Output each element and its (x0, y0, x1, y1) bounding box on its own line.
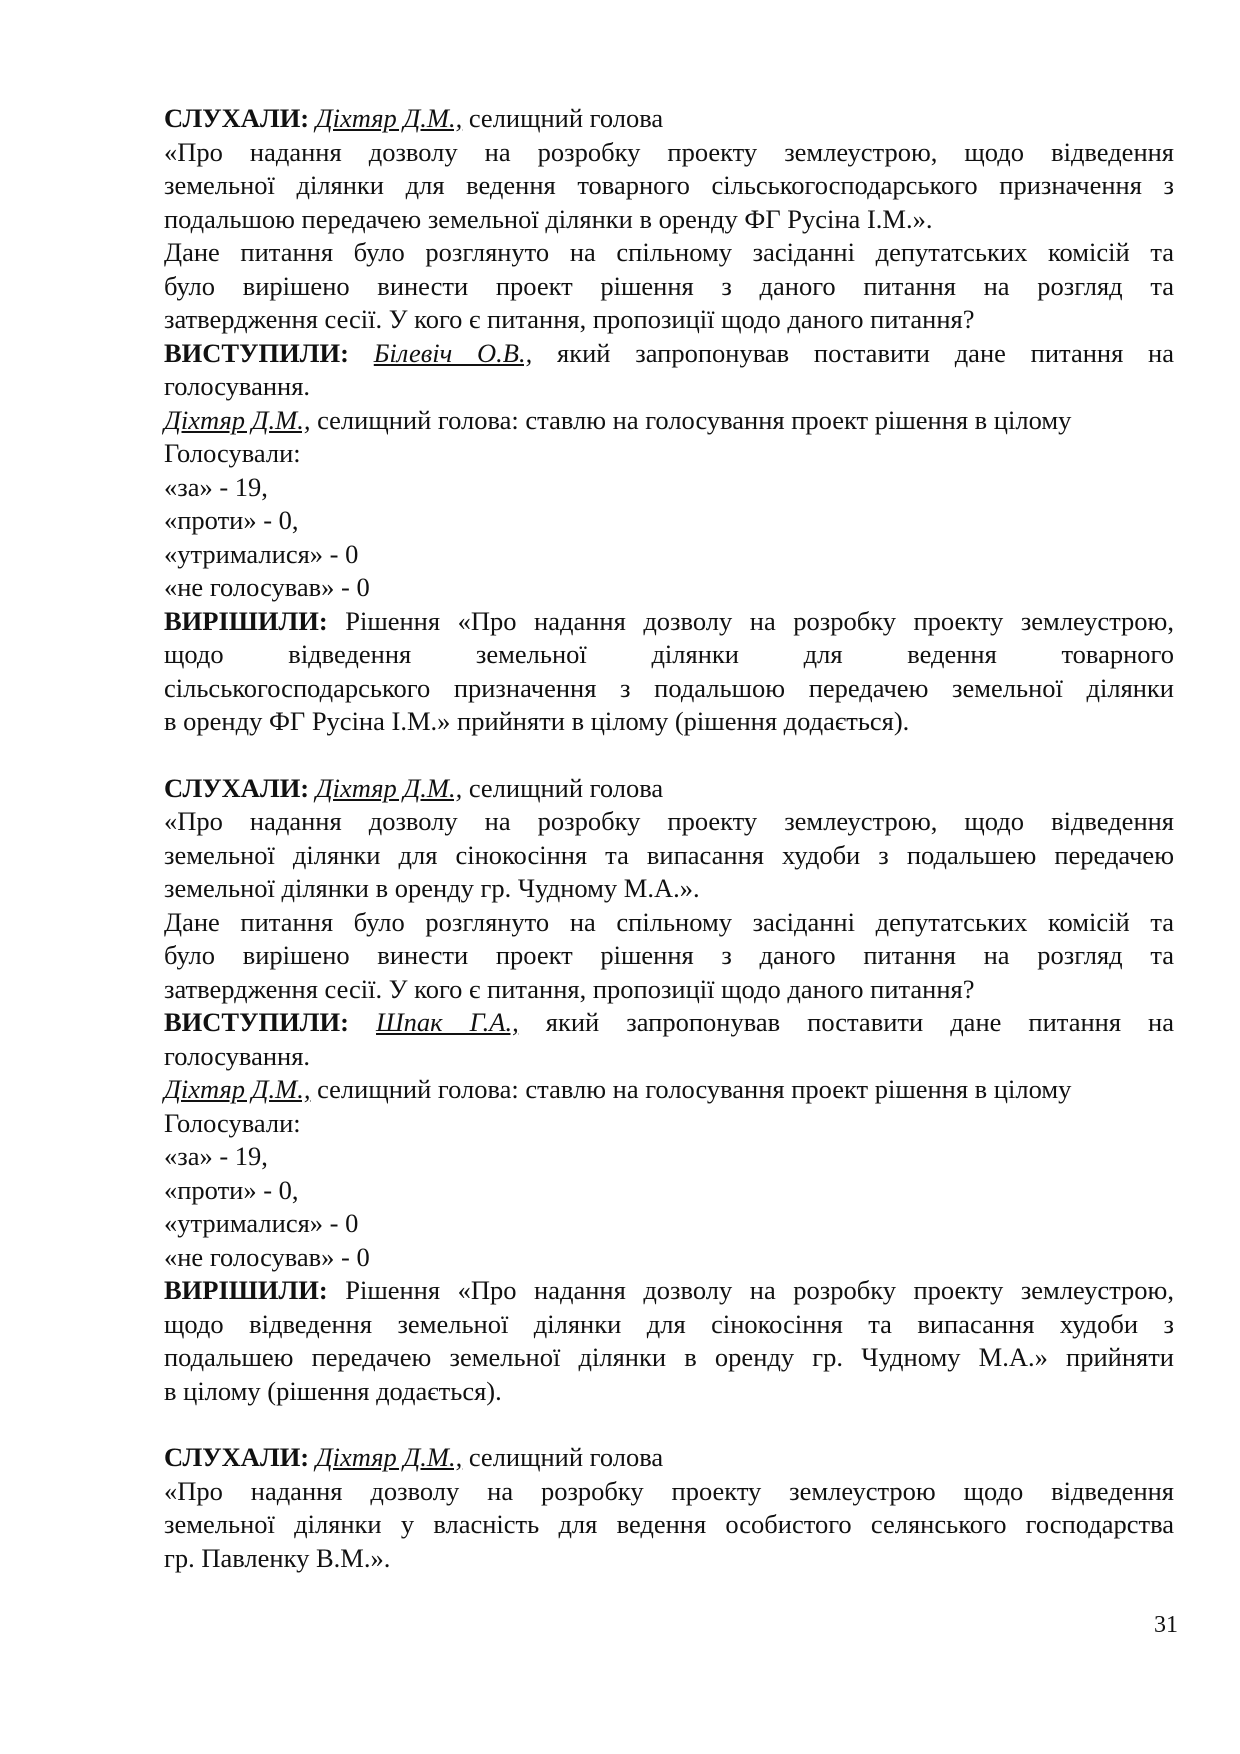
heard-label: СЛУХАЛИ: (164, 1442, 310, 1472)
spoke-text: який запропонував поставити дане питання на (518, 1007, 1174, 1037)
vote-not-voted: «не голосував» - 0 (164, 1241, 370, 1272)
voted-label: Голосували: (164, 1107, 301, 1138)
speaker-name: Шпак Г.А., (376, 1007, 519, 1037)
decided-label: ВИРІШИЛИ: (164, 605, 328, 636)
chair-line (164, 404, 1174, 438)
heard-label: СЛУХАЛИ: (164, 103, 310, 133)
topic-line: «Про надання дозволу на розробку проекту землеустрою щодо відведення (164, 1475, 1174, 1506)
speaker-name: Діхтяр Д.М., (164, 1074, 311, 1104)
speaker-role: селищний голова (462, 772, 664, 803)
vote-results (164, 1107, 1174, 1275)
discussion-line: затвердження сесії. У кого є питання, пропозиції щодо даного питання? (164, 973, 975, 1004)
agenda-item-1 (164, 102, 1174, 739)
page-number: 31 (1154, 1612, 1178, 1638)
decided-line: сільськогосподарського призначення з подальшою передачею земельної ділянки (164, 672, 1174, 703)
topic-line: земельної ділянки в оренду гр. Чудному М.А.». (164, 873, 700, 903)
speaker-name: Діхтяр Д.М., (315, 103, 463, 133)
speaker-name: Білевіч О.В., (373, 337, 533, 368)
spoke-label: ВИСТУПИЛИ: (164, 337, 349, 368)
agenda-item-2 (164, 772, 1174, 1409)
decided-line (164, 605, 1174, 639)
vote-against: «проти» - 0, (164, 1174, 299, 1205)
document-body (164, 102, 1174, 1575)
decided-text: Рішення «Про надання дозволу на розробку проекту землеустрою, (327, 605, 1174, 636)
spoke-line-cont: голосування. (164, 371, 311, 401)
spoke-label: ВИСТУПИЛИ: (164, 1007, 349, 1037)
heard-label: СЛУХАЛИ: (164, 772, 310, 803)
decided-text: Рішення «Про надання дозволу на розробку проекту землеустрою, (327, 1275, 1174, 1305)
decided-line: щодо відведення земельної ділянки для сінокосіння та випасання худоби з (164, 1308, 1174, 1339)
vote-abstained: «утрималися» - 0 (164, 1208, 359, 1238)
vote-for: «за» - 19, (164, 471, 268, 502)
speaker-name: Діхтяр Д.М., (315, 772, 463, 803)
spoke-line (164, 337, 1174, 371)
chair-line (164, 1073, 1174, 1107)
heard-line (164, 1441, 1174, 1475)
decided-line (164, 1274, 1174, 1308)
chair-text: селищний голова: ставлю на голосування проект рішення в цілому (310, 1074, 1072, 1104)
chair-text: селищний голова: ставлю на голосування проект рішення в цілому (310, 404, 1072, 435)
speaker-role: селищний голова (462, 103, 664, 133)
discussion-line: затвердження сесії. У кого є питання, пропозиції щодо даного питання? (164, 304, 975, 334)
vote-results (164, 437, 1174, 605)
decided-line: в цілому (рішення додається). (164, 1375, 502, 1406)
topic-line: подальшою передачею земельної ділянки в оренду ФГ Русіна І.М.». (164, 203, 933, 234)
topic-line: «Про надання дозволу на розробку проекту землеустрою, щодо відведення (164, 806, 1174, 836)
speaker-name: Діхтяр Д.М., (315, 1442, 463, 1472)
agenda-item-3 (164, 1441, 1174, 1575)
decided-label: ВИРІШИЛИ: (164, 1275, 328, 1305)
topic-line: гр. Павленку В.М.». (164, 1542, 391, 1573)
topic-line: «Про надання дозволу на розробку проекту землеустрою, щодо відведення (164, 136, 1174, 167)
discussion-line: Дане питання було розглянуто на спільному засіданні депутатських комісій та (164, 906, 1174, 937)
vote-abstained: «утрималися» - 0 (164, 538, 359, 569)
discussion-line: було вирішено винести проект рішення з даного питання на розгляд та (164, 270, 1174, 301)
vote-not-voted: «не голосував» - 0 (164, 572, 370, 602)
spoke-text: який запропонував поставити дане питання на (532, 337, 1174, 368)
spoke-line (164, 1006, 1174, 1040)
decided-line: в оренду ФГ Русіна І.М.» прийняти в цілому (рішення додається). (164, 706, 910, 736)
heard-line (164, 772, 1174, 806)
voted-label: Голосували: (164, 438, 301, 468)
speaker-role: селищний голова (462, 1442, 664, 1472)
topic-line: земельної ділянки у власність для ведення особистого селянського господарства (164, 1509, 1174, 1539)
topic-line: земельної ділянки для сінокосіння та випасання худоби з подальшею передачею (164, 839, 1174, 870)
decided-line: подальшею передачею земельної ділянки в оренду гр. Чудному М.А.» прийняти (164, 1342, 1174, 1372)
topic-line: земельної ділянки для ведення товарного сільськогосподарського призначення з (164, 170, 1174, 200)
vote-for: «за» - 19, (164, 1141, 268, 1171)
heard-line (164, 102, 1174, 136)
decided-line: щодо відведення земельної ділянки для ведення товарного (164, 639, 1174, 669)
discussion-line: Дане питання було розглянуто на спільному засіданні депутатських комісій та (164, 237, 1174, 267)
speaker-name: Діхтяр Д.М., (164, 404, 311, 435)
vote-against: «проти» - 0, (164, 505, 299, 535)
discussion-line: було вирішено винести проект рішення з даного питання на розгляд та (164, 940, 1174, 970)
spoke-line-cont: голосування. (164, 1040, 311, 1071)
